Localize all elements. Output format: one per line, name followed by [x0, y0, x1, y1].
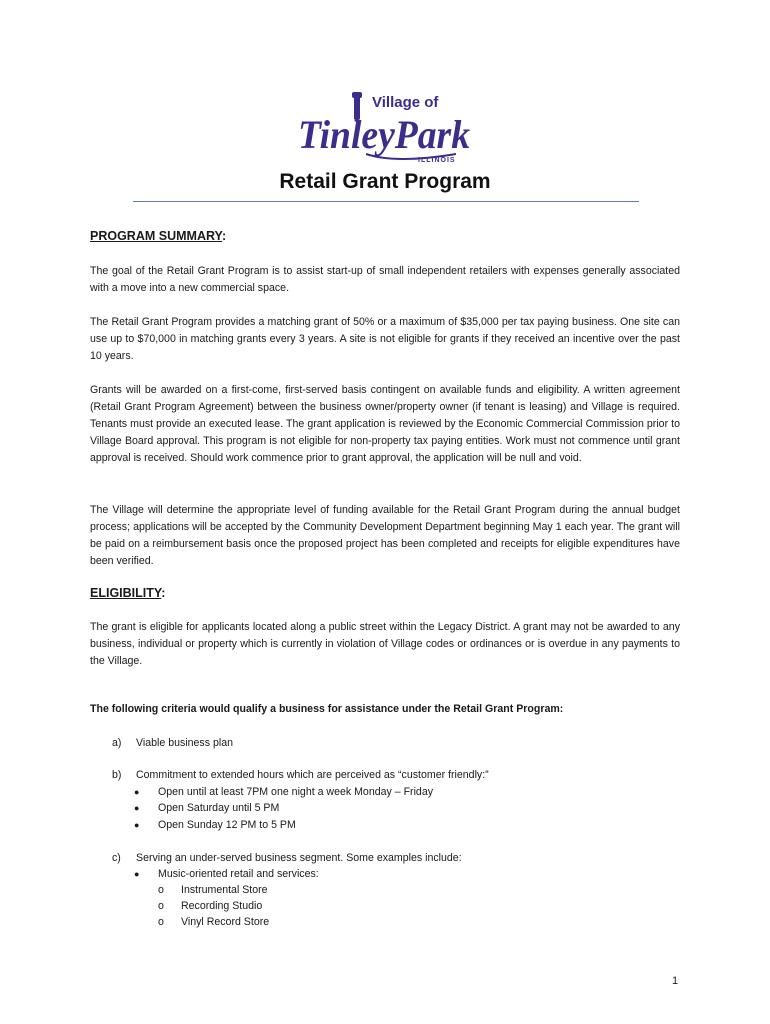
criteria-item-a	[112, 735, 233, 752]
bullet-icon: ●	[134, 803, 140, 813]
summary-paragraph-4: The Village will determine the appropriate level of funding available for the Retail Grant Program during the annual budget process; applications will be accepted by the Community Development Department beginning May 1 each year. The grant will be paid on a reimbursement basis once the proposed project has been completed and receipts for eligible expenditures have been verified.	[90, 504, 680, 567]
list-item: ● Open until at least 7PM one night a week Monday – Friday	[134, 784, 433, 801]
logo-main-text: TinleyPark	[298, 112, 470, 157]
program-summary-heading: PROGRAM SUMMARY:	[90, 229, 227, 243]
criteria-letter: b)	[112, 769, 122, 781]
summary-paragraph-2: The Retail Grant Program provides a matching grant of 50% or a maximum of $35,000 per tax paying business. One site can use up to $70,000 in matching grants every 3 years. A site is not eligible for grants if they received an incentive over the past 10 years.	[90, 316, 680, 362]
criteria-lead-text: The following criteria would qualify a business for assistance under the Retail Grant Program:	[90, 703, 564, 715]
criteria-text: Serving an under-served business segment. Some examples include:	[136, 852, 462, 864]
list-item: o Vinyl Record Store	[158, 914, 269, 931]
eligibility-heading: ELIGIBILITY:	[90, 586, 166, 600]
list-item: ● Open Sunday 12 PM to 5 PM	[134, 817, 296, 834]
criteria-letter: c)	[112, 852, 121, 864]
bullet-icon: ●	[134, 869, 140, 879]
criteria-letter: a)	[112, 737, 122, 749]
list-item: ● Open Saturday until 5 PM	[134, 800, 279, 817]
criteria-item-b	[112, 767, 489, 784]
summary-paragraph-1: The goal of the Retail Grant Program is to assist start-up of small independent retailers with expenses generally associated with a move into a new commercial space.	[90, 265, 680, 294]
criteria-text: Commitment to extended hours which are perceived as “customer friendly:”	[136, 769, 489, 781]
bullet-icon: ●	[134, 787, 140, 797]
criteria-item-c	[112, 850, 462, 867]
summary-paragraph-3: Grants will be awarded on a first-come, first-served basis contingent on available funds and eligibility. A written agreement (Retail Grant Program Agreement) between the business owner/property owner (if tenant is leasing) and Village is required. Tenants must provide an executed lease. The grant application is reviewed by the Economic Commercial Commission prior to Village Board approval. This program is not eligible for non-property tax paying entities. Work must not commence until grant approval is received. Should work commence prior to grant approval, the application will be null and void.	[90, 384, 680, 464]
list-item: o Recording Studio	[158, 898, 262, 915]
village-logo	[296, 88, 472, 172]
logo-state-text: ILLINOIS	[418, 157, 456, 164]
criteria-text: Viable business plan	[136, 737, 233, 749]
logo-village-text: Village of	[372, 94, 439, 111]
page-title: Retail Grant Program	[279, 170, 491, 193]
tinley-park-logo-graphic	[296, 88, 472, 172]
bullet-icon: ●	[134, 820, 140, 830]
sub-bullet-icon: o	[158, 884, 164, 896]
sub-bullet-icon: o	[158, 900, 164, 912]
list-item: o Instrumental Store	[158, 882, 268, 899]
eligibility-paragraph: The grant is eligible for applicants located along a public street within the Legacy District. A grant may not be awarded to any business, individual or property which is currently in violation of Village codes or ordinances or is overdue in any payments to the Village.	[90, 621, 680, 667]
list-item: ● Music-oriented retail and services:	[134, 866, 319, 883]
title-divider	[133, 201, 639, 202]
sub-bullet-icon: o	[158, 916, 164, 928]
page-number: 1	[672, 975, 679, 987]
